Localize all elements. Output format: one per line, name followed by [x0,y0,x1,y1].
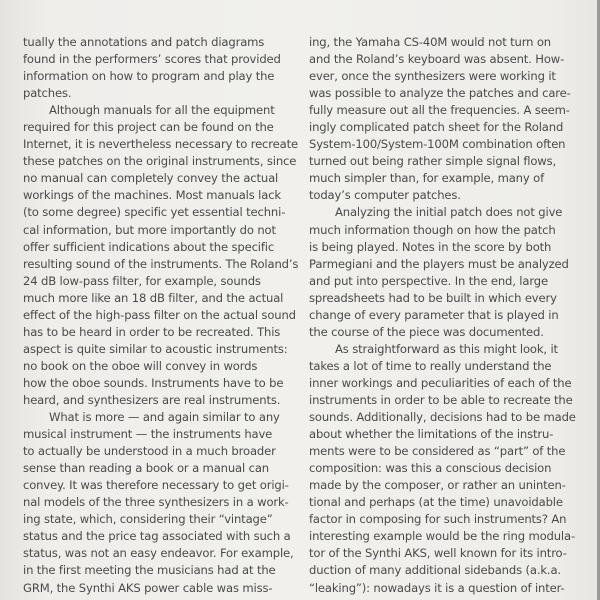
text-line: status and the price tag associated with such a [23,529,291,544]
text-line: today’s computer patches. [309,188,461,203]
left-text-column [23,34,298,597]
text-line: change of every parameter that is played in [309,307,559,322]
text-line: ever, once the synthesizers were working it [309,69,556,84]
text-line: ing, the Yamaha CS-40M would not turn on [309,35,552,49]
text-line: “leaking”): nowadays it is a question of inter- [309,580,565,595]
text-line: cal information, but more importantly do not [23,222,276,237]
text-line: factor in composing for such instruments? An [309,512,567,527]
text-line: takes a lot of time to really understand the [309,358,552,373]
text-line: aspect is quite similar to acoustic instruments: [23,341,288,356]
text-line: found in the performers’ scores that provided [23,52,281,67]
text-line: has to be heard in order to be recreated. This [23,324,281,339]
text-line: information on how to program and play the [23,69,275,84]
text-line: Although manuals for all the equipment [49,103,275,118]
text-line: duction of many additional sidebands (a.k.a. [309,563,561,578]
text-line: ingly complicated patch sheet for the Roland [309,120,564,135]
text-line: instruments in order to be able to recreate the [309,392,573,407]
text-line: no manual can completely convey the actual [23,171,279,186]
text-line: and the Roland’s keyboard was absent. How- [309,52,565,67]
text-line: patches. [23,86,72,101]
text-line: composition: was this a conscious decision [309,461,552,476]
text-line: the course of the piece was documented. [309,324,544,339]
text-line: spreadsheets had to be built in which every [309,290,557,305]
text-line: Internet, it is nevertheless necessary to recreate [23,137,298,152]
text-line: is being played. Notes in the score by both [309,239,552,254]
text-line: offer sufficient indications about the specific [23,239,275,254]
text-line: was possible to analyze the patches and care- [309,86,571,101]
text-line: inner workings and peculiarities of each of the [309,375,572,390]
text-line: GRM, the Synthi AKS power cable was miss- [23,580,273,595]
text-line: (to some degree) specific yet essential techni- [23,205,286,220]
text-line: tional and perhaps (at the time) unavoidable [309,495,563,510]
text-line: convey. It was therefore necessary to get origi- [23,478,289,493]
text-line: sense than reading a book or a manual can [23,461,269,476]
text-line: nal models of the three synthesizers in a work- [23,495,289,510]
text-line: tually the annotations and patch diagrams [23,35,265,49]
text-line: much simpler than, for example, many of [309,171,545,186]
text-line: fully measure out all the frequencies. A seem- [309,103,570,118]
text-line: in the first meeting the musicians had at the [23,563,276,578]
text-line: As straightforward as this might look, it [335,341,558,356]
text-line: turned out being rather simple signal flows, [309,154,557,169]
text-line: status, was not an easy endeavor. For example, [23,546,294,561]
right-text-column [309,34,576,597]
text-line: to actually be understood in a much broader [23,444,276,459]
text-line: made by the composer, or rather an uninten- [309,478,566,493]
text-line: heard, and synthesizers are real instruments. [23,392,281,407]
text-line: sounds. Additionally, decisions had to be made [309,410,576,425]
text-line: much information though on how the patch [309,222,556,237]
text-line: System-100/System-100M combination often [309,137,566,152]
text-line: interesting example would be the ring modula- [309,529,575,544]
text-line: these patches on the original instruments, since [23,154,297,169]
text-line: about whether the limitations of the instru- [309,427,554,442]
text-line: required for this project can be found on the [23,120,274,135]
text-line: tor of the Synthi AKS, well known for its intro- [309,546,567,561]
text-line: effect of the high-pass filter on the actual sound [23,307,296,322]
text-line: workings of the machines. Most manuals lack [23,188,281,203]
text-line: how the oboe sounds. Instruments have to be [23,375,284,390]
text-line: and put into perspective. In the end, large [309,273,548,288]
text-line: ing state, which, considering their “vintage” [23,512,273,527]
text-line: no book on the oboe will convey in words [23,358,258,373]
text-line: musical instrument — the instruments have [23,427,273,442]
text-line: Analyzing the initial patch does not give [335,205,563,220]
text-line: resulting sound of the instruments. The Roland’s [23,256,299,271]
text-line: Parmegiani and the players must be analyzed [309,256,569,271]
text-line: ments were to be considered as “part” of the [309,444,566,459]
text-line: 24 dB low-pass filter, for example, sounds [23,273,261,288]
text-line: What is more — and again similar to any [49,410,280,425]
text-line: much more like an 18 dB filter, and the actual [23,290,284,305]
